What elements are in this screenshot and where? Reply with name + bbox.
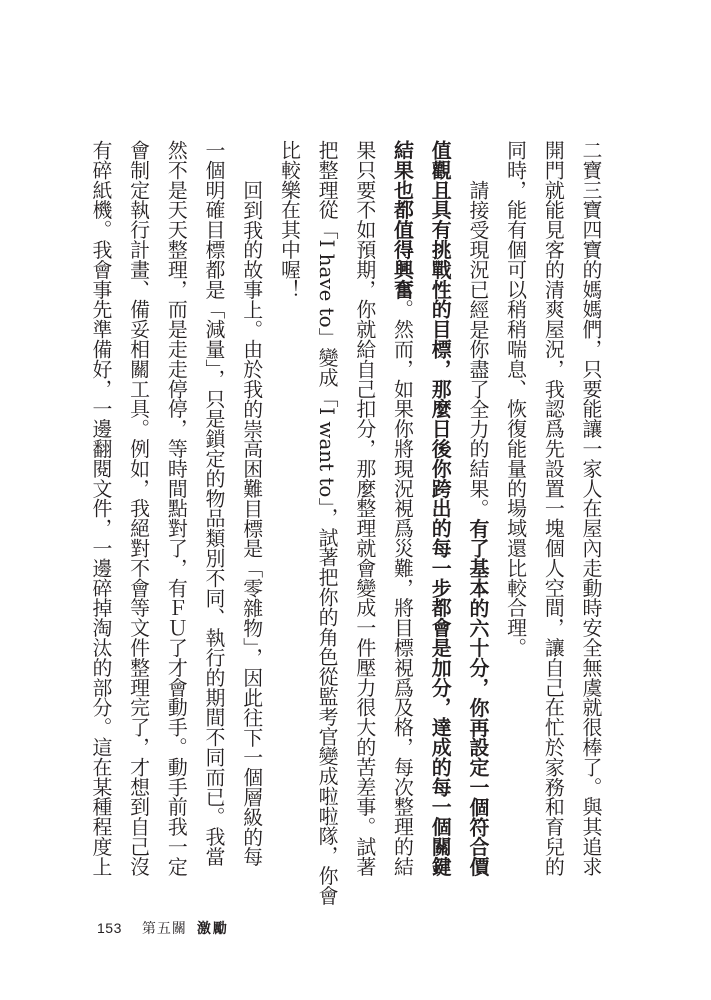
text-column [277,140,301,300]
text-column [90,140,110,876]
text-column [541,140,565,877]
text-segment: 開門就能見客的清爽屋況，我認爲先設置一塊個人空間，讓自己在忙於家務和育兒的 [541,140,565,877]
text-segment: 然不是天天整理，而是走走停停，等時間點對了，有ＦＵ了才會動手。動手前我一定 [164,140,188,877]
text-segment: 比較樂在其中喔！ [277,140,301,300]
chapter-label: 第五關 [141,921,187,937]
text-segment: 二寶三寶四寶的媽媽們，只要能讓一家人在屋內走動時安全無虞就很棒了。與其追求 [579,140,602,877]
text-segment: 有碎紙機。我會事先準備好，一邊翻閱文件，一邊碎掉淘汰的部分。這在某種程度上 [88,140,112,877]
text-segment: 同時，能有個可以稍稍喘息、恢復能量的場域還比較合理。 [503,140,527,658]
text-segment: 回到我的故事上。由於我的崇高困難目標是「零雜物」，因此往下一個層級的每 [239,179,263,867]
text-segment: 。然而，如果你將現況視爲災難，將目標視爲及格，每次整理的結 [390,299,414,877]
text-segment: 果只要不如預期，你就給自己扣分，那麼整理就會變成一件壓力很大的苦差事。試著 [352,140,376,877]
text-column [467,180,487,877]
text-column [203,140,223,866]
text-column [241,180,261,867]
text-column [164,140,188,877]
text-column [505,140,525,657]
text-segment: 一個明確目標都是「減量」，只是鎖定的物品類別不同、執行的期間不同而已。我當 [202,140,225,867]
text-column [580,140,600,876]
page-number: 153 [97,920,122,936]
chapter-title: 激勵 [196,921,229,937]
text-segment: 請接受現況已經是你盡了全力的結果。 [465,179,489,519]
text-segment: 把整理從「I have to」變成「I want to」，試著把你的角色從監考官變成啦啦隊，你會 [315,140,339,906]
text-column [392,140,412,876]
text-column [354,140,374,876]
page-footer [97,918,229,938]
bold-text-segment: 結果也都值得興奮 [390,140,414,300]
bold-text-segment: 值觀且具有挑戰性的目標，那麼日後你跨出的每一步都會是加分，達成的每一個關鍵 [428,140,452,877]
text-segment: 會制定執行計畫、備妥相關工具。例如，我絕對不會等文件整理完了，才想到自己沒 [126,140,150,877]
bold-text-segment: 有了基本的六十分，你再設定一個符合價 [465,518,489,877]
text-column [315,140,339,906]
text-column [428,140,452,877]
text-column [128,140,148,876]
